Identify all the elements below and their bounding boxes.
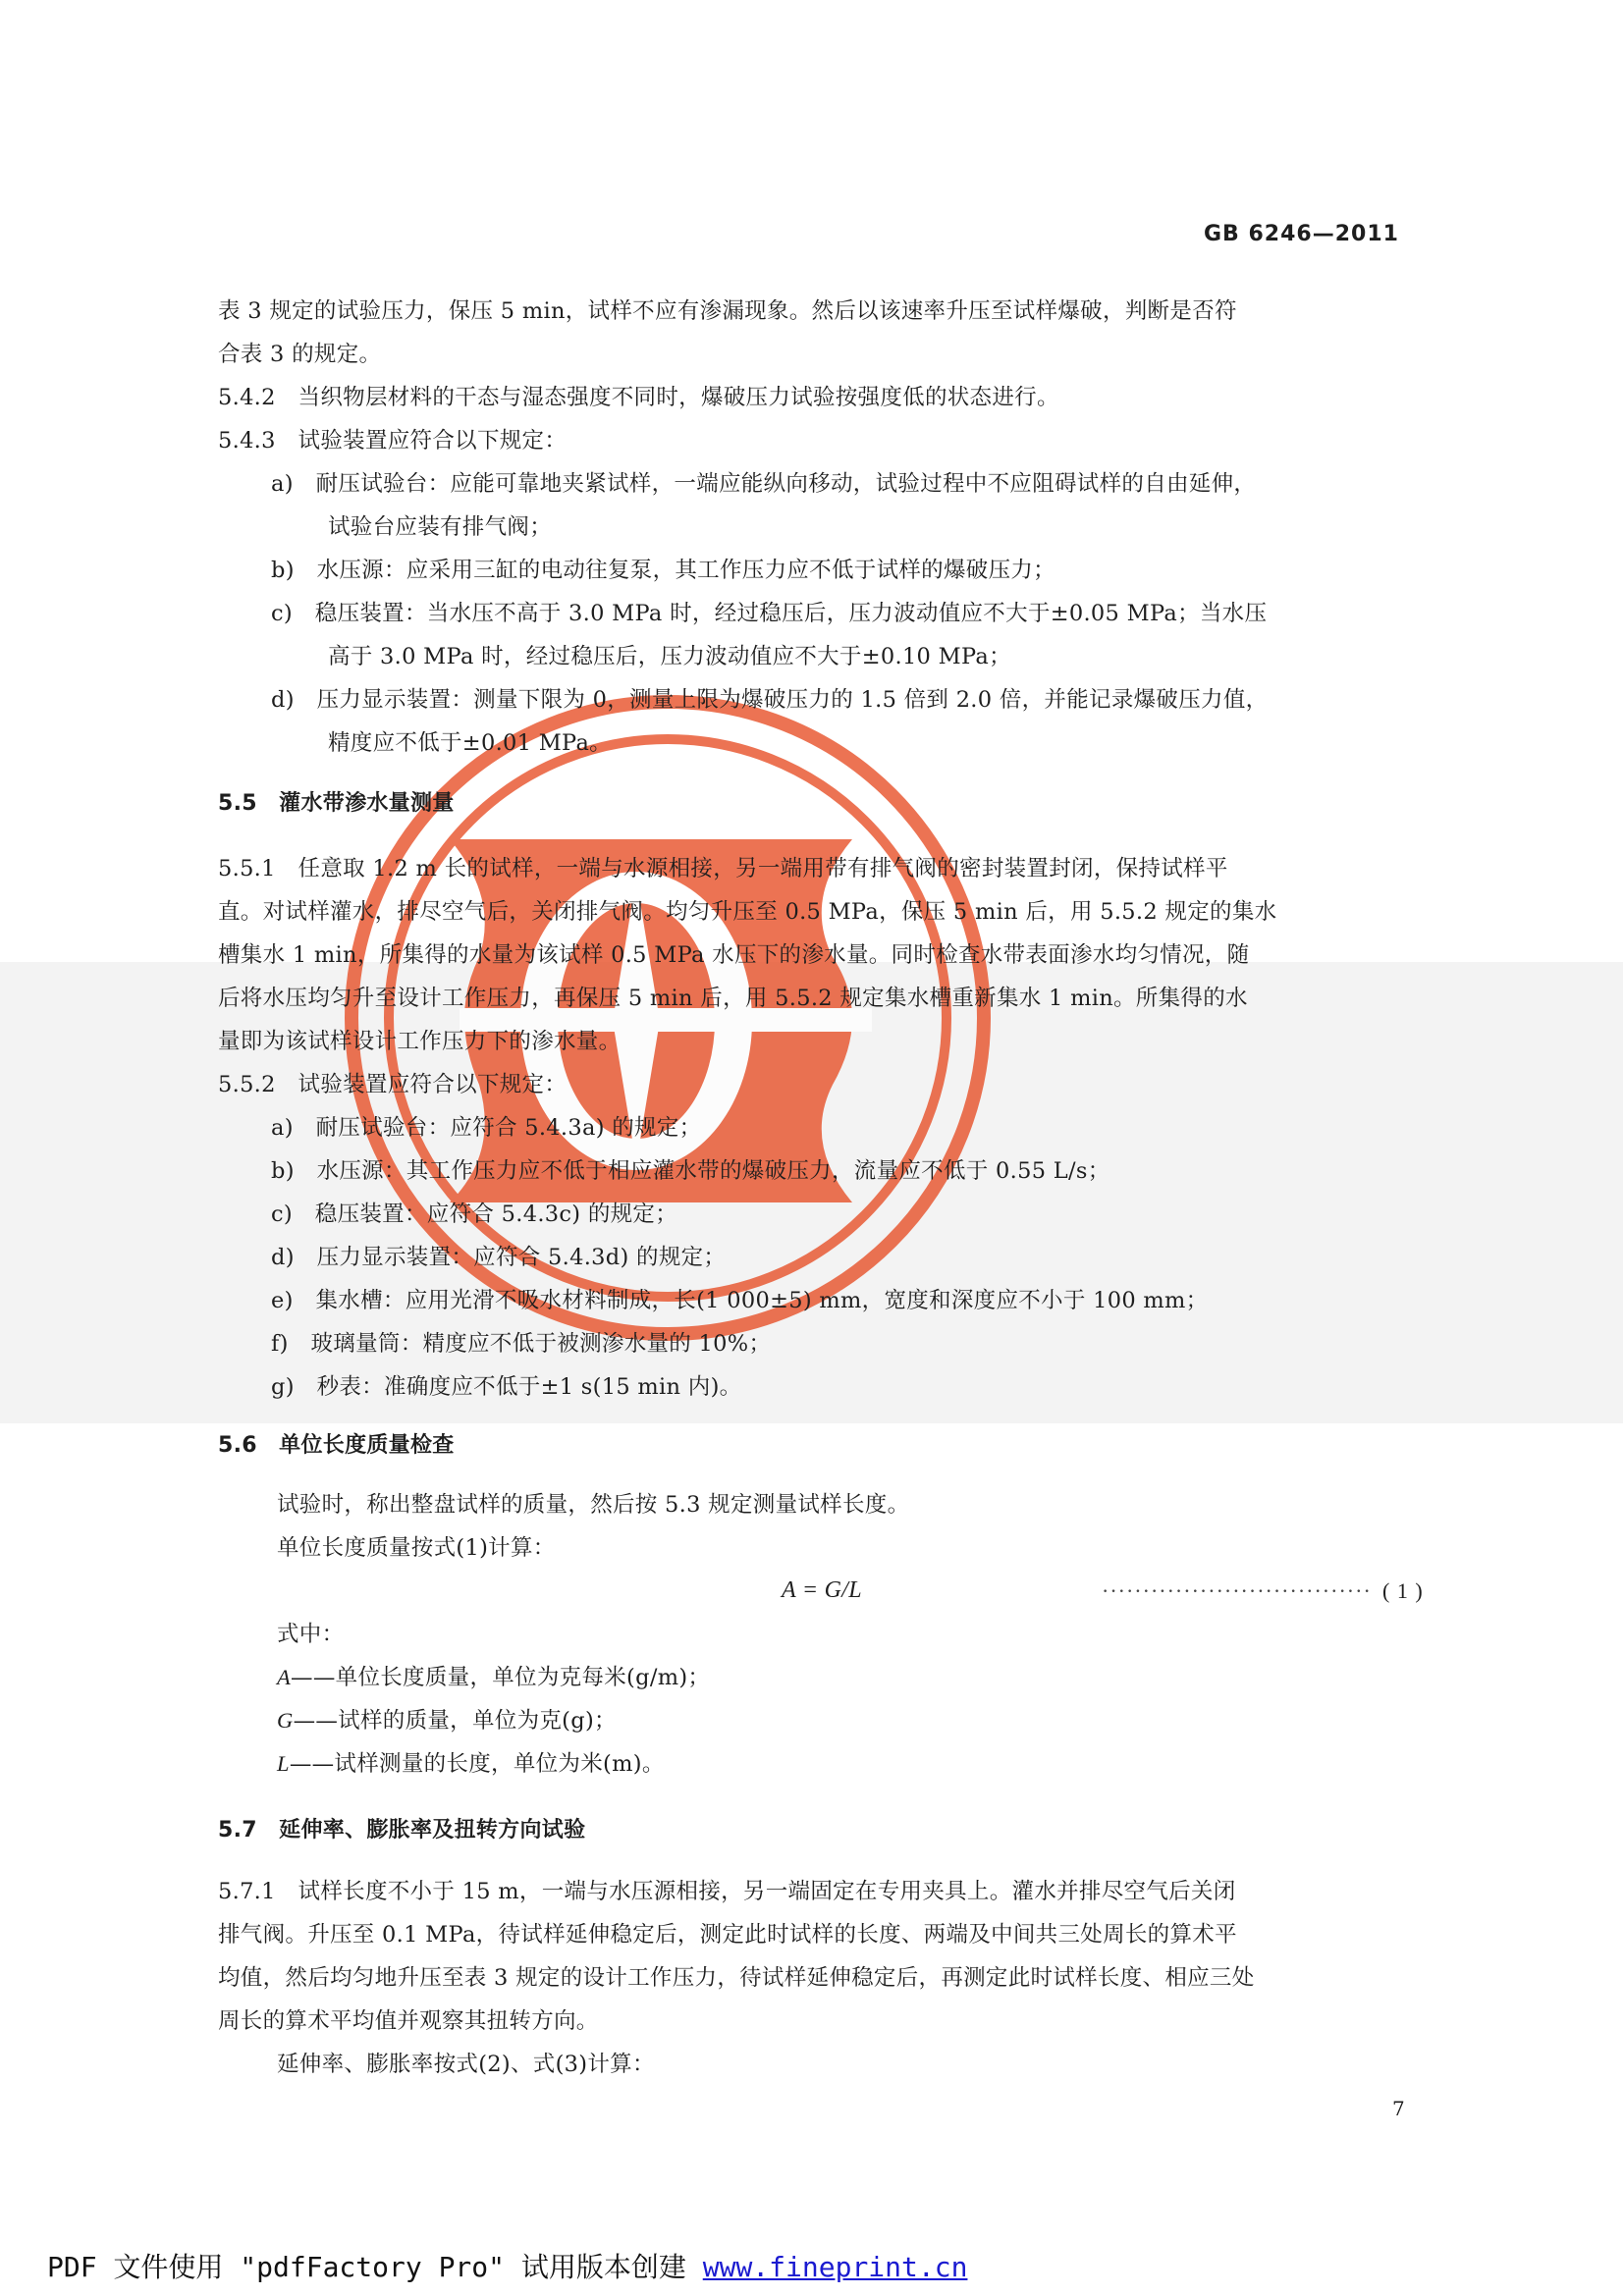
- formula-leader-dots: ·································: [1102, 1578, 1372, 1603]
- paragraph-line: 均值，然后均匀地升压至表 3 规定的设计工作压力，待试样延伸稳定后，再测定此时试样长度、相应三处: [218, 1965, 1255, 1991]
- paragraph-line: 单位长度质量按式(1)计算：: [277, 1535, 556, 1561]
- paragraph-line: 排气阀。升压至 0.1 MPa，待试样延伸稳定后，测定此时试样的长度、两端及中间共三处周长的算术平: [218, 1922, 1237, 1948]
- list-item-continuation: 精度应不低于±0.01 MPa。: [328, 730, 612, 756]
- standard-number: GB 6246—2011: [1204, 222, 1399, 246]
- where-label: 式中：: [277, 1622, 345, 1647]
- formula-number: ( 1 ): [1382, 1578, 1424, 1603]
- symbol-definition: ——试样的质量，单位为克(g)；: [293, 1708, 617, 1734]
- footer-text: PDF 文件使用 "pdfFactory Pro" 试用版本创建: [47, 2251, 703, 2283]
- list-item-continuation: 高于 3.0 MPa 时，经过稳压后，压力波动值应不大于±0.10 MPa；: [328, 644, 1011, 669]
- pdf-footer: [47, 2246, 967, 2285]
- paragraph-line: 直。对试样灌水，排尽空气后，关闭排气阀。均匀升压至 0.5 MPa，保压 5 min 后，用 5.5.2 规定的集水: [218, 899, 1277, 925]
- paragraph-line: 延伸率、膨胀率按式(2)、式(3)计算：: [277, 2052, 655, 2077]
- paragraph-line: 后将水压均匀升至设计工作压力，再保压 5 min 后，用 5.5.2 规定集水槽重新集水 1 min。所集得的水: [218, 986, 1248, 1011]
- symbol: G: [277, 1708, 294, 1733]
- section-heading-5-7: 5.7 延伸率、膨胀率及扭转方向试验: [218, 1818, 586, 1842]
- symbol-definition-row: [277, 1710, 617, 1733]
- list-item-c: c) 稳压装置：当水压不高于 3.0 MPa 时，经过稳压后，压力波动值应不大于±0.05 MPa；当水压: [271, 601, 1268, 626]
- list-item-c: c) 稳压装置：应符合 5.4.3c) 的规定；: [271, 1201, 678, 1227]
- clause-5-5-2: 5.5.2 试验装置应符合以下规定：: [218, 1072, 568, 1097]
- page-number: 7: [1392, 2097, 1406, 2120]
- section-heading-5-6: 5.6 单位长度质量检查: [218, 1433, 455, 1458]
- paragraph-line: 量即为该试样设计工作压力下的渗水量。: [218, 1029, 622, 1054]
- symbol: A: [277, 1665, 292, 1689]
- paragraph-line: 合表 3 的规定。: [218, 342, 382, 367]
- list-item-continuation: 试验台应装有排气阀；: [328, 514, 553, 540]
- list-item-a: a) 耐压试验台：应符合 5.4.3a) 的规定；: [271, 1115, 702, 1141]
- formula-expression: A = G/L: [782, 1577, 862, 1603]
- clause-5-7-1: 5.7.1 试样长度不小于 15 m，一端与水压源相接，另一端固定在专用夹具上。灌水并排尽空气后关闭: [218, 1879, 1236, 1904]
- paragraph-line: 槽集水 1 min，所集得的水量为该试样 0.5 MPa 水压下的渗水量。同时检查水带表面渗水均匀情况，随: [218, 942, 1250, 968]
- list-item-b: b) 水压源：应采用三缸的电动往复泵，其工作压力应不低于试样的爆破压力；: [271, 558, 1055, 583]
- list-item-e: e) 集水槽：应用光滑不吸水材料制成，长(1 000±5) mm，宽度和深度应不小于 100 mm；: [271, 1288, 1209, 1313]
- symbol: L: [277, 1751, 290, 1776]
- list-item-d: d) 压力显示装置：测量下限为 0，测量上限为爆破压力的 1.5 倍到 2.0 倍，并能记录爆破压力值，: [271, 687, 1269, 713]
- paragraph-line: 表 3 规定的试验压力，保压 5 min，试样不应有渗漏现象。然后以该速率升压至试样爆破，判断是否符: [218, 298, 1237, 324]
- list-item-a: a) 耐压试验台：应能可靠地夹紧试样，一端应能纵向移动，试验过程中不应阻碍试样的自由延伸，: [271, 471, 1257, 497]
- list-item-g: g) 秒表：准确度应不低于±1 s(15 min 内)。: [271, 1374, 742, 1400]
- clause-5-4-3: 5.4.3 试验装置应符合以下规定：: [218, 428, 568, 454]
- section-heading-5-5: 5.5 灌水带渗水量测量: [218, 791, 455, 816]
- clause-5-4-2: 5.4.2 当织物层材料的干态与湿态强度不同时，爆破压力试验按强度低的状态进行。: [218, 385, 1059, 410]
- clause-5-5-1: 5.5.1 任意取 1.2 m 长的试样，一端与水源相接，另一端用带有排气阀的密封装置封闭，保持试样平: [218, 856, 1228, 881]
- symbol-definition-row: [277, 1753, 665, 1776]
- list-item-f: f) 玻璃量筒：精度应不低于被测渗水量的 10%；: [271, 1331, 772, 1357]
- paragraph-line: 试验时，称出整盘试样的质量，然后按 5.3 规定测量试样长度。: [277, 1492, 910, 1518]
- list-item-b: b) 水压源：其工作压力应不低于相应灌水带的爆破压力，流量应不低于 0.55 L/s；: [271, 1158, 1110, 1184]
- symbol-definition: ——试样测量的长度，单位为米(m)。: [289, 1751, 665, 1777]
- fineprint-link[interactable]: www.fineprint.cn: [702, 2251, 968, 2283]
- symbol-definition-row: [277, 1667, 710, 1689]
- list-item-d: d) 压力显示装置：应符合 5.4.3d) 的规定；: [271, 1245, 727, 1270]
- symbol-definition: ——单位长度质量，单位为克每米(g/m)；: [291, 1665, 711, 1690]
- paragraph-line: 周长的算术平均值并观察其扭转方向。: [218, 2008, 599, 2034]
